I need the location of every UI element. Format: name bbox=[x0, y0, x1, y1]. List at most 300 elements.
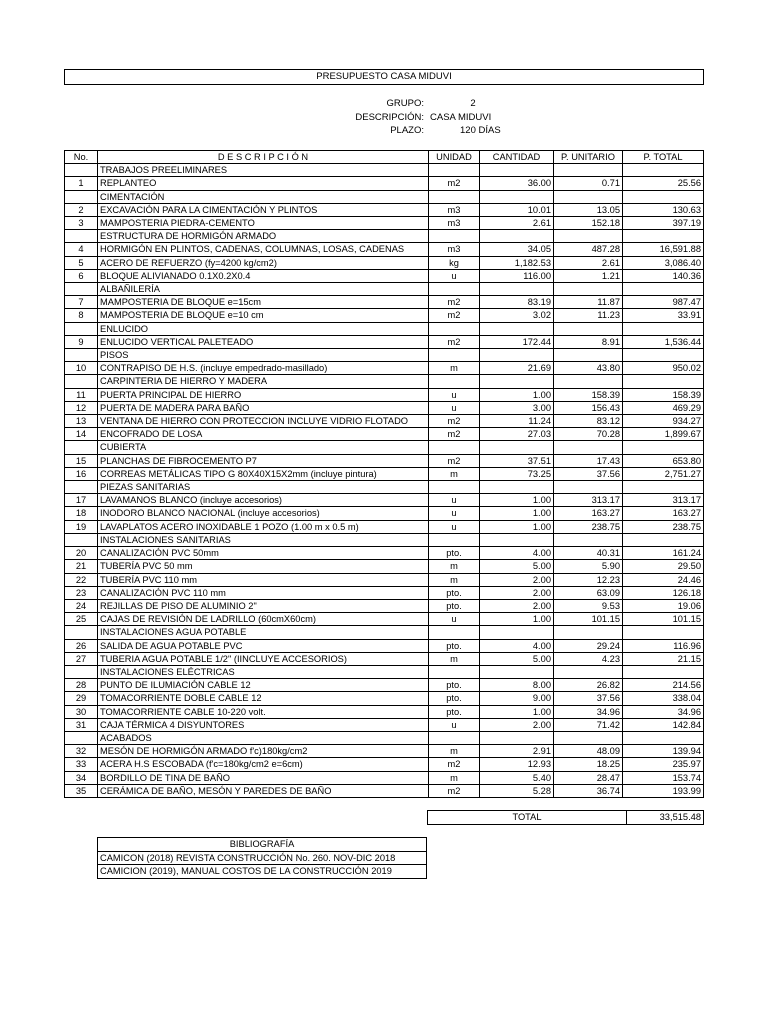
section-row bbox=[65, 665, 704, 678]
item-unit: pto. bbox=[429, 705, 480, 718]
item-description: LAVAMANOS BLANCO (incluye accesorios) bbox=[98, 494, 429, 507]
item-number: 20 bbox=[65, 547, 98, 560]
item-unit: pto. bbox=[429, 639, 480, 652]
item-unit-price: 36.74 bbox=[554, 784, 623, 797]
item-number: 18 bbox=[65, 507, 98, 520]
section-empty-cell bbox=[429, 665, 480, 678]
item-description: VENTANA DE HIERRO CON PROTECCION INCLUYE VIDRIO FLOTADO bbox=[98, 415, 429, 428]
section-no-cell bbox=[65, 626, 98, 639]
section-empty-cell bbox=[554, 190, 623, 203]
item-unit: pto. bbox=[429, 692, 480, 705]
section-row bbox=[65, 533, 704, 546]
item-quantity: 2.91 bbox=[480, 745, 554, 758]
section-empty-cell bbox=[480, 441, 554, 454]
item-number: 31 bbox=[65, 718, 98, 731]
section-row bbox=[65, 230, 704, 243]
section-empty-cell bbox=[623, 533, 704, 546]
table-row bbox=[65, 243, 704, 256]
project-meta bbox=[260, 97, 560, 138]
item-unit-price: 8.91 bbox=[554, 335, 623, 348]
budget-table bbox=[64, 150, 704, 798]
item-unit: m2 bbox=[429, 428, 480, 441]
section-empty-cell bbox=[623, 481, 704, 494]
item-number: 26 bbox=[65, 639, 98, 652]
bibliography-header-row bbox=[98, 838, 427, 852]
item-unit-price: 5.90 bbox=[554, 560, 623, 573]
item-unit-price: 4.23 bbox=[554, 652, 623, 665]
section-empty-cell bbox=[623, 349, 704, 362]
item-unit: kg bbox=[429, 256, 480, 269]
section-empty-cell bbox=[429, 533, 480, 546]
section-empty-cell bbox=[623, 731, 704, 744]
section-empty-cell bbox=[623, 230, 704, 243]
item-unit: u bbox=[429, 613, 480, 626]
item-description: REPLANTEO bbox=[98, 177, 429, 190]
section-empty-cell bbox=[554, 164, 623, 177]
item-unit-price: 48.09 bbox=[554, 745, 623, 758]
item-total-price: 469.29 bbox=[623, 401, 704, 414]
table-row bbox=[65, 454, 704, 467]
item-description: TUBERÍA PVC 50 mm bbox=[98, 560, 429, 573]
section-empty-cell bbox=[429, 481, 480, 494]
table-row bbox=[65, 203, 704, 216]
item-number: 24 bbox=[65, 599, 98, 612]
item-description: ACERO DE REFUERZO (fy=4200 kg/cm2) bbox=[98, 256, 429, 269]
item-quantity: 4.00 bbox=[480, 547, 554, 560]
item-description: CAJA TÉRMICA 4 DISYUNTORES bbox=[98, 718, 429, 731]
item-total-price: 2,751.27 bbox=[623, 467, 704, 480]
section-empty-cell bbox=[554, 665, 623, 678]
item-unit: m2 bbox=[429, 177, 480, 190]
grupo-value: 2 bbox=[470, 98, 476, 109]
item-total-price: 1,899.67 bbox=[623, 428, 704, 441]
item-quantity: 5.28 bbox=[480, 784, 554, 797]
item-quantity: 73.25 bbox=[480, 467, 554, 480]
header-unidad: UNIDAD bbox=[429, 151, 480, 164]
table-row bbox=[65, 256, 704, 269]
item-unit-price: 9.53 bbox=[554, 599, 623, 612]
header-no: No. bbox=[65, 151, 98, 164]
item-number: 22 bbox=[65, 573, 98, 586]
item-total-price: 158.39 bbox=[623, 388, 704, 401]
item-unit: m2 bbox=[429, 784, 480, 797]
item-description: SALIDA DE AGUA POTABLE PVC bbox=[98, 639, 429, 652]
table-row bbox=[65, 547, 704, 560]
item-unit-price: 101.15 bbox=[554, 613, 623, 626]
item-quantity: 5.40 bbox=[480, 771, 554, 784]
section-empty-cell bbox=[554, 322, 623, 335]
bibliography-item bbox=[98, 851, 427, 865]
item-number: 16 bbox=[65, 467, 98, 480]
section-empty-cell bbox=[480, 626, 554, 639]
item-number: 29 bbox=[65, 692, 98, 705]
table-row bbox=[65, 415, 704, 428]
item-quantity: 37.51 bbox=[480, 454, 554, 467]
item-quantity: 1.00 bbox=[480, 520, 554, 533]
item-number: 32 bbox=[65, 745, 98, 758]
item-quantity: 3.02 bbox=[480, 309, 554, 322]
item-number: 1 bbox=[65, 177, 98, 190]
item-number: 13 bbox=[65, 415, 98, 428]
item-quantity: 11.24 bbox=[480, 415, 554, 428]
item-quantity: 1.00 bbox=[480, 507, 554, 520]
section-empty-cell bbox=[623, 190, 704, 203]
item-unit: m2 bbox=[429, 415, 480, 428]
item-description: BORDILLO DE TINA DE BAÑO bbox=[98, 771, 429, 784]
section-empty-cell bbox=[480, 533, 554, 546]
item-quantity: 116.00 bbox=[480, 269, 554, 282]
item-number: 9 bbox=[65, 335, 98, 348]
section-empty-cell bbox=[554, 230, 623, 243]
item-quantity: 3.00 bbox=[480, 401, 554, 414]
section-row bbox=[65, 375, 704, 388]
item-total-price: 126.18 bbox=[623, 586, 704, 599]
section-empty-cell bbox=[623, 375, 704, 388]
table-row bbox=[65, 652, 704, 665]
section-empty-cell bbox=[623, 164, 704, 177]
section-row bbox=[65, 349, 704, 362]
item-unit: m bbox=[429, 467, 480, 480]
section-empty-cell bbox=[623, 665, 704, 678]
item-description: EXCAVACIÓN PARA LA CIMENTACIÓN Y PLINTOS bbox=[98, 203, 429, 216]
bibliography-item-text: CAMICON (2018) REVISTA CONSTRUCCIÓN No. 260. NOV-DIC 2018 bbox=[98, 851, 427, 865]
item-unit-price: 28.47 bbox=[554, 771, 623, 784]
table-row bbox=[65, 718, 704, 731]
table-row bbox=[65, 494, 704, 507]
item-number: 3 bbox=[65, 217, 98, 230]
item-unit: m3 bbox=[429, 217, 480, 230]
item-quantity: 9.00 bbox=[480, 692, 554, 705]
section-no-cell bbox=[65, 731, 98, 744]
item-total-price: 235.97 bbox=[623, 758, 704, 771]
item-total-price: 130.63 bbox=[623, 203, 704, 216]
item-unit: pto. bbox=[429, 547, 480, 560]
table-row bbox=[65, 217, 704, 230]
item-description: ACERA H.S ESCOBADA (f'c=180kg/cm2 e=6cm) bbox=[98, 758, 429, 771]
item-number: 2 bbox=[65, 203, 98, 216]
item-unit-price: 71.42 bbox=[554, 718, 623, 731]
meta-plazo bbox=[260, 124, 560, 138]
descripcion-label: DESCRIPCIÓN: bbox=[355, 111, 424, 123]
section-empty-cell bbox=[554, 481, 623, 494]
section-no-cell bbox=[65, 349, 98, 362]
item-unit: pto. bbox=[429, 599, 480, 612]
section-empty-cell bbox=[554, 731, 623, 744]
section-row bbox=[65, 164, 704, 177]
item-description: MAMPOSTERIA DE BLOQUE e=15cm bbox=[98, 296, 429, 309]
item-unit: m bbox=[429, 745, 480, 758]
section-empty-cell bbox=[480, 283, 554, 296]
meta-descripcion bbox=[260, 111, 560, 125]
item-quantity: 5.00 bbox=[480, 560, 554, 573]
meta-grupo bbox=[260, 97, 560, 111]
item-total-price: 24.46 bbox=[623, 573, 704, 586]
item-unit-price: 70.28 bbox=[554, 428, 623, 441]
section-heading: ESTRUCTURA DE HORMIGÓN ARMADO bbox=[98, 230, 429, 243]
item-unit: m2 bbox=[429, 296, 480, 309]
item-unit: m2 bbox=[429, 758, 480, 771]
table-row bbox=[65, 401, 704, 414]
item-number: 33 bbox=[65, 758, 98, 771]
item-number: 8 bbox=[65, 309, 98, 322]
item-total-price: 142.84 bbox=[623, 718, 704, 731]
header-cantidad: CANTIDAD bbox=[480, 151, 554, 164]
item-description: TOMACORRIENTE DOBLE CABLE 12 bbox=[98, 692, 429, 705]
item-unit-price: 487.28 bbox=[554, 243, 623, 256]
item-total-price: 163.27 bbox=[623, 507, 704, 520]
header-p-total: P. TOTAL bbox=[623, 151, 704, 164]
section-empty-cell bbox=[554, 283, 623, 296]
item-unit-price: 238.75 bbox=[554, 520, 623, 533]
item-description: ENCOFRADO DE LOSA bbox=[98, 428, 429, 441]
item-description: PUERTA DE MADERA PARA BAÑO bbox=[98, 401, 429, 414]
item-quantity: 36.00 bbox=[480, 177, 554, 190]
header-descripcion: D E S C R I P C I Ó N bbox=[98, 151, 429, 164]
section-row bbox=[65, 322, 704, 335]
item-unit-price: 163.27 bbox=[554, 507, 623, 520]
item-description: ENLUCIDO VERTICAL PALETEADO bbox=[98, 335, 429, 348]
section-empty-cell bbox=[554, 441, 623, 454]
item-unit-price: 40.31 bbox=[554, 547, 623, 560]
section-empty-cell bbox=[429, 230, 480, 243]
section-empty-cell bbox=[429, 190, 480, 203]
item-description: REJILLAS DE PISO DE ALUMINIO 2" bbox=[98, 599, 429, 612]
item-unit: m3 bbox=[429, 203, 480, 216]
table-row bbox=[65, 296, 704, 309]
table-row bbox=[65, 586, 704, 599]
item-description: TUBERIA AGUA POTABLE 1/2" (IINCLUYE ACCESORIOS) bbox=[98, 652, 429, 665]
item-number: 7 bbox=[65, 296, 98, 309]
table-row bbox=[65, 692, 704, 705]
item-unit-price: 1.21 bbox=[554, 269, 623, 282]
item-number: 12 bbox=[65, 401, 98, 414]
item-number: 30 bbox=[65, 705, 98, 718]
item-unit-price: 63.09 bbox=[554, 586, 623, 599]
section-no-cell bbox=[65, 481, 98, 494]
item-total-price: 139.94 bbox=[623, 745, 704, 758]
table-header-row bbox=[65, 151, 704, 164]
table-row bbox=[65, 335, 704, 348]
table-row bbox=[65, 599, 704, 612]
item-unit: u bbox=[429, 401, 480, 414]
table-row bbox=[65, 705, 704, 718]
section-no-cell bbox=[65, 375, 98, 388]
item-number: 4 bbox=[65, 243, 98, 256]
item-number: 23 bbox=[65, 586, 98, 599]
item-unit: u bbox=[429, 269, 480, 282]
item-description: LAVAPLATOS ACERO INOXIDABLE 1 POZO (1.00 m x 0.5 m) bbox=[98, 520, 429, 533]
item-unit: pto. bbox=[429, 679, 480, 692]
section-empty-cell bbox=[480, 665, 554, 678]
item-unit: u bbox=[429, 507, 480, 520]
item-number: 19 bbox=[65, 520, 98, 533]
item-unit-price: 34.96 bbox=[554, 705, 623, 718]
item-total-price: 1,536.44 bbox=[623, 335, 704, 348]
item-quantity: 1.00 bbox=[480, 705, 554, 718]
section-no-cell bbox=[65, 533, 98, 546]
item-total-price: 214.56 bbox=[623, 679, 704, 692]
item-description: PUNTO DE ILUMIACIÓN CABLE 12 bbox=[98, 679, 429, 692]
section-empty-cell bbox=[480, 375, 554, 388]
bibliography-table bbox=[97, 837, 427, 879]
item-unit-price: 313.17 bbox=[554, 494, 623, 507]
item-number: 21 bbox=[65, 560, 98, 573]
item-total-price: 193.99 bbox=[623, 784, 704, 797]
section-empty-cell bbox=[623, 441, 704, 454]
item-quantity: 8.00 bbox=[480, 679, 554, 692]
section-row bbox=[65, 190, 704, 203]
table-row bbox=[65, 269, 704, 282]
item-total-price: 25.56 bbox=[623, 177, 704, 190]
item-number: 14 bbox=[65, 428, 98, 441]
budget-body bbox=[65, 164, 704, 798]
item-number: 11 bbox=[65, 388, 98, 401]
section-no-cell bbox=[65, 665, 98, 678]
section-empty-cell bbox=[554, 626, 623, 639]
section-heading: INSTALACIONES SANITARIAS bbox=[98, 533, 429, 546]
section-heading: CUBIERTA bbox=[98, 441, 429, 454]
item-quantity: 27.03 bbox=[480, 428, 554, 441]
section-empty-cell bbox=[429, 375, 480, 388]
plazo-value: 120 DÍAS bbox=[460, 125, 501, 136]
item-unit: m bbox=[429, 573, 480, 586]
table-row bbox=[65, 309, 704, 322]
item-unit: m bbox=[429, 771, 480, 784]
item-quantity: 1.00 bbox=[480, 388, 554, 401]
item-unit: m bbox=[429, 560, 480, 573]
section-heading: CARPINTERIA DE HIERRO Y MADERA bbox=[98, 375, 429, 388]
section-no-cell bbox=[65, 441, 98, 454]
item-unit-price: 156.43 bbox=[554, 401, 623, 414]
section-heading: TRABAJOS PREELIMINARES bbox=[98, 164, 429, 177]
section-row bbox=[65, 283, 704, 296]
item-quantity: 2.61 bbox=[480, 217, 554, 230]
section-empty-cell bbox=[554, 533, 623, 546]
item-number: 34 bbox=[65, 771, 98, 784]
table-row bbox=[65, 362, 704, 375]
section-no-cell bbox=[65, 164, 98, 177]
item-description: CERÁMICA DE BAÑO, MESÓN Y PAREDES DE BAÑO bbox=[98, 784, 429, 797]
table-row bbox=[65, 573, 704, 586]
section-empty-cell bbox=[429, 626, 480, 639]
section-empty-cell bbox=[480, 481, 554, 494]
item-quantity: 172.44 bbox=[480, 335, 554, 348]
item-description: PUERTA PRINCIPAL DE HIERRO bbox=[98, 388, 429, 401]
total-table bbox=[427, 810, 704, 825]
item-total-price: 116.96 bbox=[623, 639, 704, 652]
item-unit: m2 bbox=[429, 454, 480, 467]
item-unit: u bbox=[429, 520, 480, 533]
item-unit-price: 11.87 bbox=[554, 296, 623, 309]
item-unit: m2 bbox=[429, 335, 480, 348]
item-total-price: 3,086.40 bbox=[623, 256, 704, 269]
table-row bbox=[65, 560, 704, 573]
section-row bbox=[65, 481, 704, 494]
item-quantity: 12.93 bbox=[480, 758, 554, 771]
item-total-price: 140.36 bbox=[623, 269, 704, 282]
table-row bbox=[65, 771, 704, 784]
section-empty-cell bbox=[480, 349, 554, 362]
grupo-label: GRUPO: bbox=[386, 98, 424, 109]
section-no-cell bbox=[65, 190, 98, 203]
item-unit: u bbox=[429, 718, 480, 731]
item-number: 28 bbox=[65, 679, 98, 692]
item-description: CORREAS METÁLICAS TIPO G 80X40X15X2mm (incluye pintura) bbox=[98, 467, 429, 480]
section-heading: ENLUCIDO bbox=[98, 322, 429, 335]
bibliography-heading: BIBLIOGRAFÍA bbox=[98, 838, 427, 852]
section-row bbox=[65, 626, 704, 639]
section-empty-cell bbox=[429, 283, 480, 296]
section-heading: ACABADOS bbox=[98, 731, 429, 744]
item-unit-price: 13.05 bbox=[554, 203, 623, 216]
item-description: TOMACORRIENTE CABLE 10-220 volt. bbox=[98, 705, 429, 718]
item-total-price: 21.15 bbox=[623, 652, 704, 665]
item-unit-price: 43.80 bbox=[554, 362, 623, 375]
item-unit-price: 29.24 bbox=[554, 639, 623, 652]
header-p-unitario: P. UNITARIO bbox=[554, 151, 623, 164]
item-total-price: 313.17 bbox=[623, 494, 704, 507]
item-quantity: 2.00 bbox=[480, 586, 554, 599]
item-quantity: 1.00 bbox=[480, 494, 554, 507]
item-number: 17 bbox=[65, 494, 98, 507]
item-description: HORMIGÓN EN PLINTOS, CADENAS, COLUMNAS, LOSAS, CADENAS bbox=[98, 243, 429, 256]
table-row bbox=[65, 520, 704, 533]
total-label: TOTAL bbox=[428, 811, 627, 825]
table-row bbox=[65, 388, 704, 401]
item-total-price: 987.47 bbox=[623, 296, 704, 309]
item-description: CANALIZACIÓN PVC 50mm bbox=[98, 547, 429, 560]
item-total-price: 238.75 bbox=[623, 520, 704, 533]
item-unit: m bbox=[429, 652, 480, 665]
item-total-price: 101.15 bbox=[623, 613, 704, 626]
document-title: PRESUPUESTO CASA MIDUVI bbox=[64, 69, 704, 85]
item-number: 6 bbox=[65, 269, 98, 282]
item-unit-price: 37.56 bbox=[554, 467, 623, 480]
section-empty-cell bbox=[480, 164, 554, 177]
section-empty-cell bbox=[480, 322, 554, 335]
item-total-price: 34.96 bbox=[623, 705, 704, 718]
item-total-price: 950.02 bbox=[623, 362, 704, 375]
item-unit: m bbox=[429, 362, 480, 375]
item-unit-price: 83.12 bbox=[554, 415, 623, 428]
item-unit: u bbox=[429, 494, 480, 507]
section-empty-cell bbox=[623, 626, 704, 639]
item-description: CANALIZACIÓN PVC 110 mm bbox=[98, 586, 429, 599]
bibliography-item-text: CAMICION (2019), MANUAL COSTOS DE LA CONSTRUCCIÓN 2019 bbox=[98, 865, 427, 879]
section-heading: INSTALACIONES ELÉCTRICAS bbox=[98, 665, 429, 678]
section-empty-cell bbox=[554, 349, 623, 362]
item-unit-price: 152.18 bbox=[554, 217, 623, 230]
item-quantity: 2.00 bbox=[480, 718, 554, 731]
item-number: 10 bbox=[65, 362, 98, 375]
section-no-cell bbox=[65, 230, 98, 243]
item-total-price: 397.19 bbox=[623, 217, 704, 230]
section-no-cell bbox=[65, 283, 98, 296]
table-row bbox=[65, 467, 704, 480]
section-empty-cell bbox=[554, 375, 623, 388]
table-row bbox=[65, 428, 704, 441]
item-description: MESÓN DE HORMIGÓN ARMADO f'c)180kg/cm2 bbox=[98, 745, 429, 758]
item-description: MAMPOSTERIA DE BLOQUE e=10 cm bbox=[98, 309, 429, 322]
item-quantity: 1.00 bbox=[480, 613, 554, 626]
item-unit: m2 bbox=[429, 309, 480, 322]
item-total-price: 16,591.88 bbox=[623, 243, 704, 256]
descripcion-value: CASA MIDUVI bbox=[430, 111, 492, 123]
section-row bbox=[65, 441, 704, 454]
item-description: CONTRAPISO DE H.S. (incluye empedrado-masillado) bbox=[98, 362, 429, 375]
item-number: 5 bbox=[65, 256, 98, 269]
item-description: MAMPOSTERIA PIEDRA-CEMENTO bbox=[98, 217, 429, 230]
